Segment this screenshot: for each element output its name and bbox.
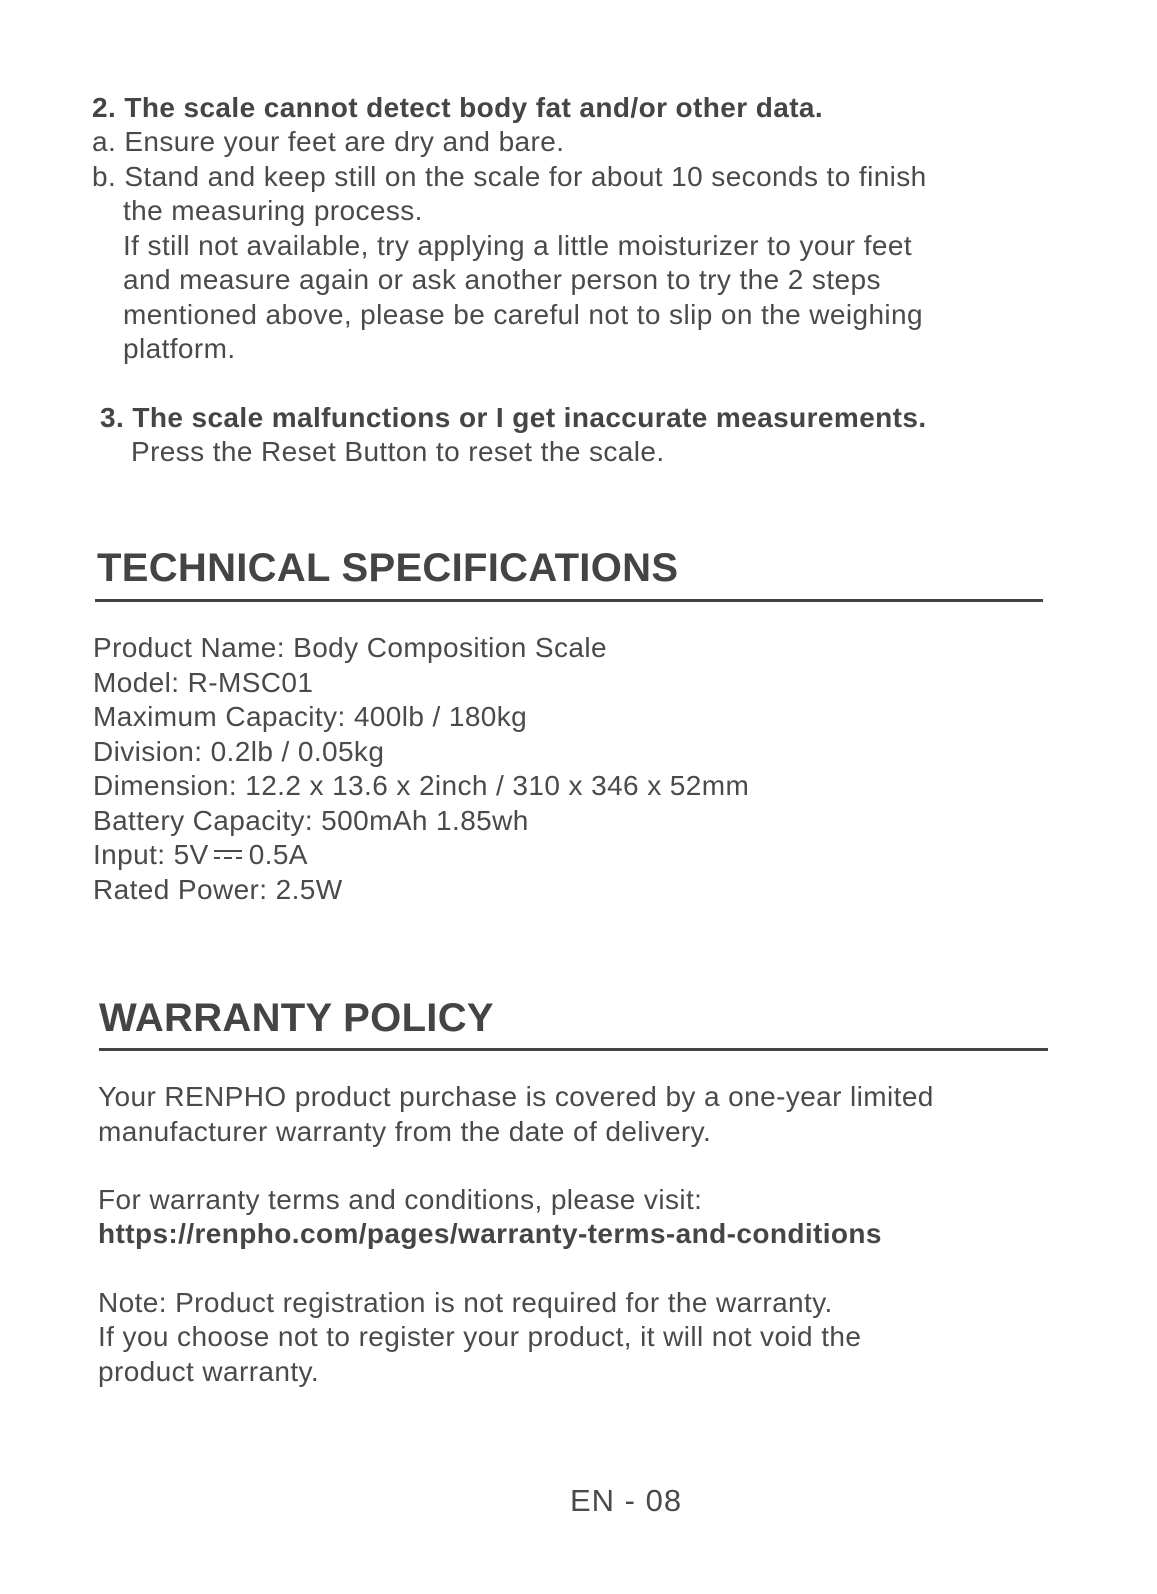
spec-division: Division: 0.2lb / 0.05kg bbox=[93, 736, 385, 767]
warranty-note-line1: Note: Product registration is not required for the warranty. bbox=[98, 1287, 833, 1318]
specs-heading-rule bbox=[95, 599, 1043, 602]
warranty-para1-line1: Your RENPHO product purchase is covered by a one-year limited bbox=[98, 1081, 934, 1112]
spec-battery: Battery Capacity: 500mAh 1.85wh bbox=[93, 805, 529, 836]
troubleshoot-item-2b-line4: and measure again or ask another person to try the 2 steps bbox=[123, 264, 881, 295]
specs-heading: TECHNICAL SPECIFICATIONS bbox=[97, 546, 679, 590]
spec-model: Model: R-MSC01 bbox=[93, 667, 314, 698]
troubleshoot-item-2-title: 2. The scale cannot detect body fat and/or other data. bbox=[92, 92, 824, 123]
warranty-heading: WARRANTY POLICY bbox=[99, 996, 494, 1040]
warranty-para2-line1: For warranty terms and conditions, please visit: bbox=[98, 1184, 703, 1215]
troubleshoot-item-2b-line1: b. Stand and keep still on the scale for about 10 seconds to finish bbox=[92, 161, 927, 192]
page-number: EN - 08 bbox=[570, 1483, 683, 1518]
troubleshoot-item-3-title: 3. The scale malfunctions or I get inaccurate measurements. bbox=[100, 402, 927, 433]
troubleshoot-item-2b-line2: the measuring process. bbox=[123, 195, 423, 226]
warranty-terms-link[interactable]: https://renpho.com/pages/warranty-terms-and-conditions bbox=[98, 1218, 882, 1249]
dc-current-icon bbox=[213, 849, 243, 861]
warranty-heading-rule bbox=[99, 1048, 1048, 1051]
warranty-para1-line2: manufacturer warranty from the date of delivery. bbox=[98, 1116, 712, 1147]
troubleshoot-item-2b-line5: mentioned above, please be careful not to slip on the weighing bbox=[123, 299, 923, 330]
spec-dimension: Dimension: 12.2 x 13.6 x 2inch / 310 x 346 x 52mm bbox=[93, 770, 750, 801]
warranty-note-line3: product warranty. bbox=[98, 1356, 320, 1387]
troubleshoot-item-3-text: Press the Reset Button to reset the scale. bbox=[131, 436, 665, 467]
warranty-note-line2: If you choose not to register your product, it will not void the bbox=[98, 1321, 862, 1352]
spec-input-suffix: 0.5A bbox=[248, 839, 308, 870]
troubleshoot-item-2b-line6: platform. bbox=[123, 333, 236, 364]
troubleshoot-item-2b-line3: If still not available, try applying a little moisturizer to your feet bbox=[123, 230, 913, 261]
spec-max-capacity: Maximum Capacity: 400lb / 180kg bbox=[93, 701, 528, 732]
spec-product-name: Product Name: Body Composition Scale bbox=[93, 632, 607, 663]
troubleshoot-item-2a: a. Ensure your feet are dry and bare. bbox=[92, 126, 565, 157]
spec-input-prefix: Input: 5V bbox=[93, 839, 209, 870]
spec-input bbox=[93, 838, 308, 872]
spec-rated-power: Rated Power: 2.5W bbox=[93, 874, 343, 905]
